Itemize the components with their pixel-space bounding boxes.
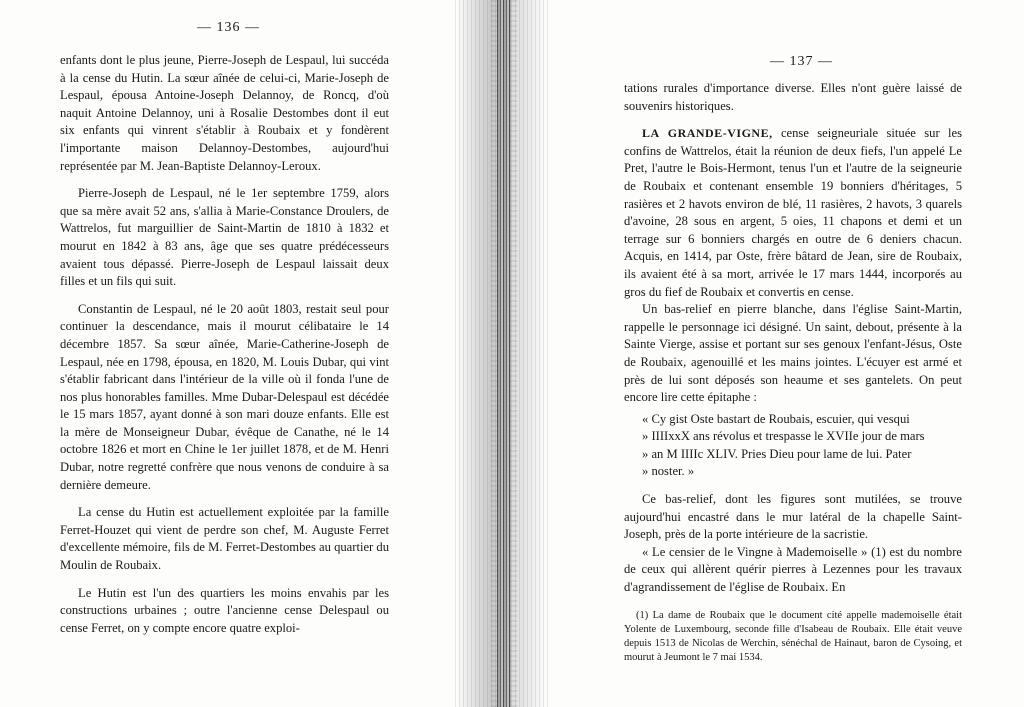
paragraph: La cense du Hutin est actuellement exploitée par la famille Ferret-Houzet qui vient de perdre son chef, M. Auguste Ferret d'excellente mémoire, fils de M. Ferret-Destombes au quartier du Moulin de Roubaix. <box>60 505 389 573</box>
page-number: — 136 — <box>197 20 260 35</box>
epitaph-line: » IIIIxxX ans révolus et trespasse le XVIIe jour de mars <box>642 429 925 444</box>
paragraph: Constantin de Lespaul, né le 20 août 1803, restait seul pour continuer la descendance, mais il mourut célibataire le 14 décembre 1857. Sa sœur aînée, Marie-Catherine-Joseph de Lespaul, née en 1798, épousa, en 1820, M. Louis Dubar, qui vint s'établir fabricant dans l'intérieur de la ville où il fonda l'une de nos plus honorables familles. Mme Dubar-Delespaul est décédée le 15 mars 1857, ayant donné à son mari douze enfants. Elle est la mère de Monseigneur Dubar, évêque de Canathe, né le 14 octobre 1826 et mort en Chine le 1er juillet 1878, et de M. Henri Dubar, notre regretté confrère que nous venons de conduire à sa dernière demeure. <box>60 301 389 492</box>
paragraph: « Le censier de le Vingne à Mademoiselle » (1) est du nombre de ceux qui allèrent quérir pierres à Lezennes pour les travaux d'agrandissement de l'église de Roubaix. En <box>624 544 962 595</box>
section-text: cense seigneuriale située sur les confins de Wattrelos, était la réunion de deux fiefs, l'un appelé Le Pret, l'autre le Bois-Hermont, tenus l'un et l'autre de la seigneurie de Roubaix et contenant ensemble 19 bonniers d'héritages, 5 rasières et 2 havots environ de blé, 11 rasières, 2 havots, 3 quarels d'avoine, 28 sous en argent, 5 oies, 11 chapons et demi et un terrage sur 6 bonniers chargés en outre de 6 deniers chacun. Acquis, en 1414, par Oste, frère bâtard de Jean, sire de Roubaix, ils avaient été à sa mort, arrivée le 17 mars 1444, incorporés au gros du fief de Roubaix et convertis en cense. <box>624 126 962 299</box>
section-paragraph <box>624 125 962 301</box>
footnote <box>624 609 962 665</box>
paragraph: tations rurales d'importance diverse. Elles n'ont guère laissé de souvenirs historiques. <box>624 81 962 113</box>
epitaph-line: » an M IIIIc XLIV. Pries Dieu pour lame de lui. Pater <box>642 446 912 461</box>
section-heading: LA GRANDE-VIGNE, <box>642 126 773 141</box>
page-body <box>60 52 389 637</box>
binding-fold <box>497 0 511 707</box>
paragraph: Ce bas-relief, dont les figures sont mutilées, se trouve aujourd'hui encastré dans le mur latéral de la chapelle Saint-Joseph, près de la porte intérieure de la sacristie. <box>624 492 962 542</box>
left-page <box>0 0 455 707</box>
page-number: — 137 — <box>770 54 833 69</box>
page-body <box>624 80 962 665</box>
epitaph-line: » noster. » <box>642 464 695 479</box>
paragraph: Le Hutin est l'un des quartiers les moins envahis par les constructions urbaines ; outre l'ancienne cense Delespaul ou cense Ferret, on y compte encore quatre exploi- <box>60 585 389 635</box>
paragraph: enfants dont le plus jeune, Pierre-Joseph de Lespaul, lui succéda à la cense du Hutin. La sœur aînée de celui-ci, Marie-Joseph de Lespaul, épousa Antoine-Joseph Delannoy, de Roncq, d'où naquit Antoine Delannoy, uni à Rosalie Destombes dont il eut six enfants qui vinrent s'établir à Roubaix et y fondèrent l'importante maison Delannoy-Destombes, aujourd'hui représentée par M. Jean-Baptiste Delannoy-Leroux. <box>60 53 389 173</box>
footnote-text: (1) La dame de Roubaix que le document cité appelle mademoiselle était Yolente de Luxembourg, seconde fille d'Isabeau de Roubaix. Elle était veuve depuis 1513 de Nicolas de Werchin, sénéchal de Hainaut, baron de Cysoing, et mourut à Jeumont le 7 mai 1534. <box>624 609 962 663</box>
paragraph: Un bas-relief en pierre blanche, dans l'église Saint-Martin, rappelle le personnage ici désigné. Un saint, debout, présente à la Sainte Vierge, assise et portant sur ses genoux l'enfant-Jésus, Oste de Roubaix, agenouillé et les mains jointes. L'écuyer est armé et près de lui sont déposés son heaume et ses gantelets. On peut encore lire cette épitaphe : <box>624 302 962 405</box>
epitaph-line: « Cy gist Oste bastart de Roubais, escuier, qui vesqui <box>642 411 910 426</box>
book-gutter <box>455 0 548 707</box>
right-page <box>548 0 1024 707</box>
paragraph: Pierre-Joseph de Lespaul, né le 1er septembre 1759, alors que sa mère avait 52 ans, s'allia à Marie-Constance Droulers, de Wattrelos, fut marguillier de Saint-Martin de 1810 à 1832 et mourut en 1842 à 83 ans, âge que ses quatre prédécesseurs avaient tous dépassé. Pierre-Joseph de Lespaul laissait deux filles et un fils qui suit. <box>60 186 389 289</box>
epitaph <box>624 411 962 481</box>
